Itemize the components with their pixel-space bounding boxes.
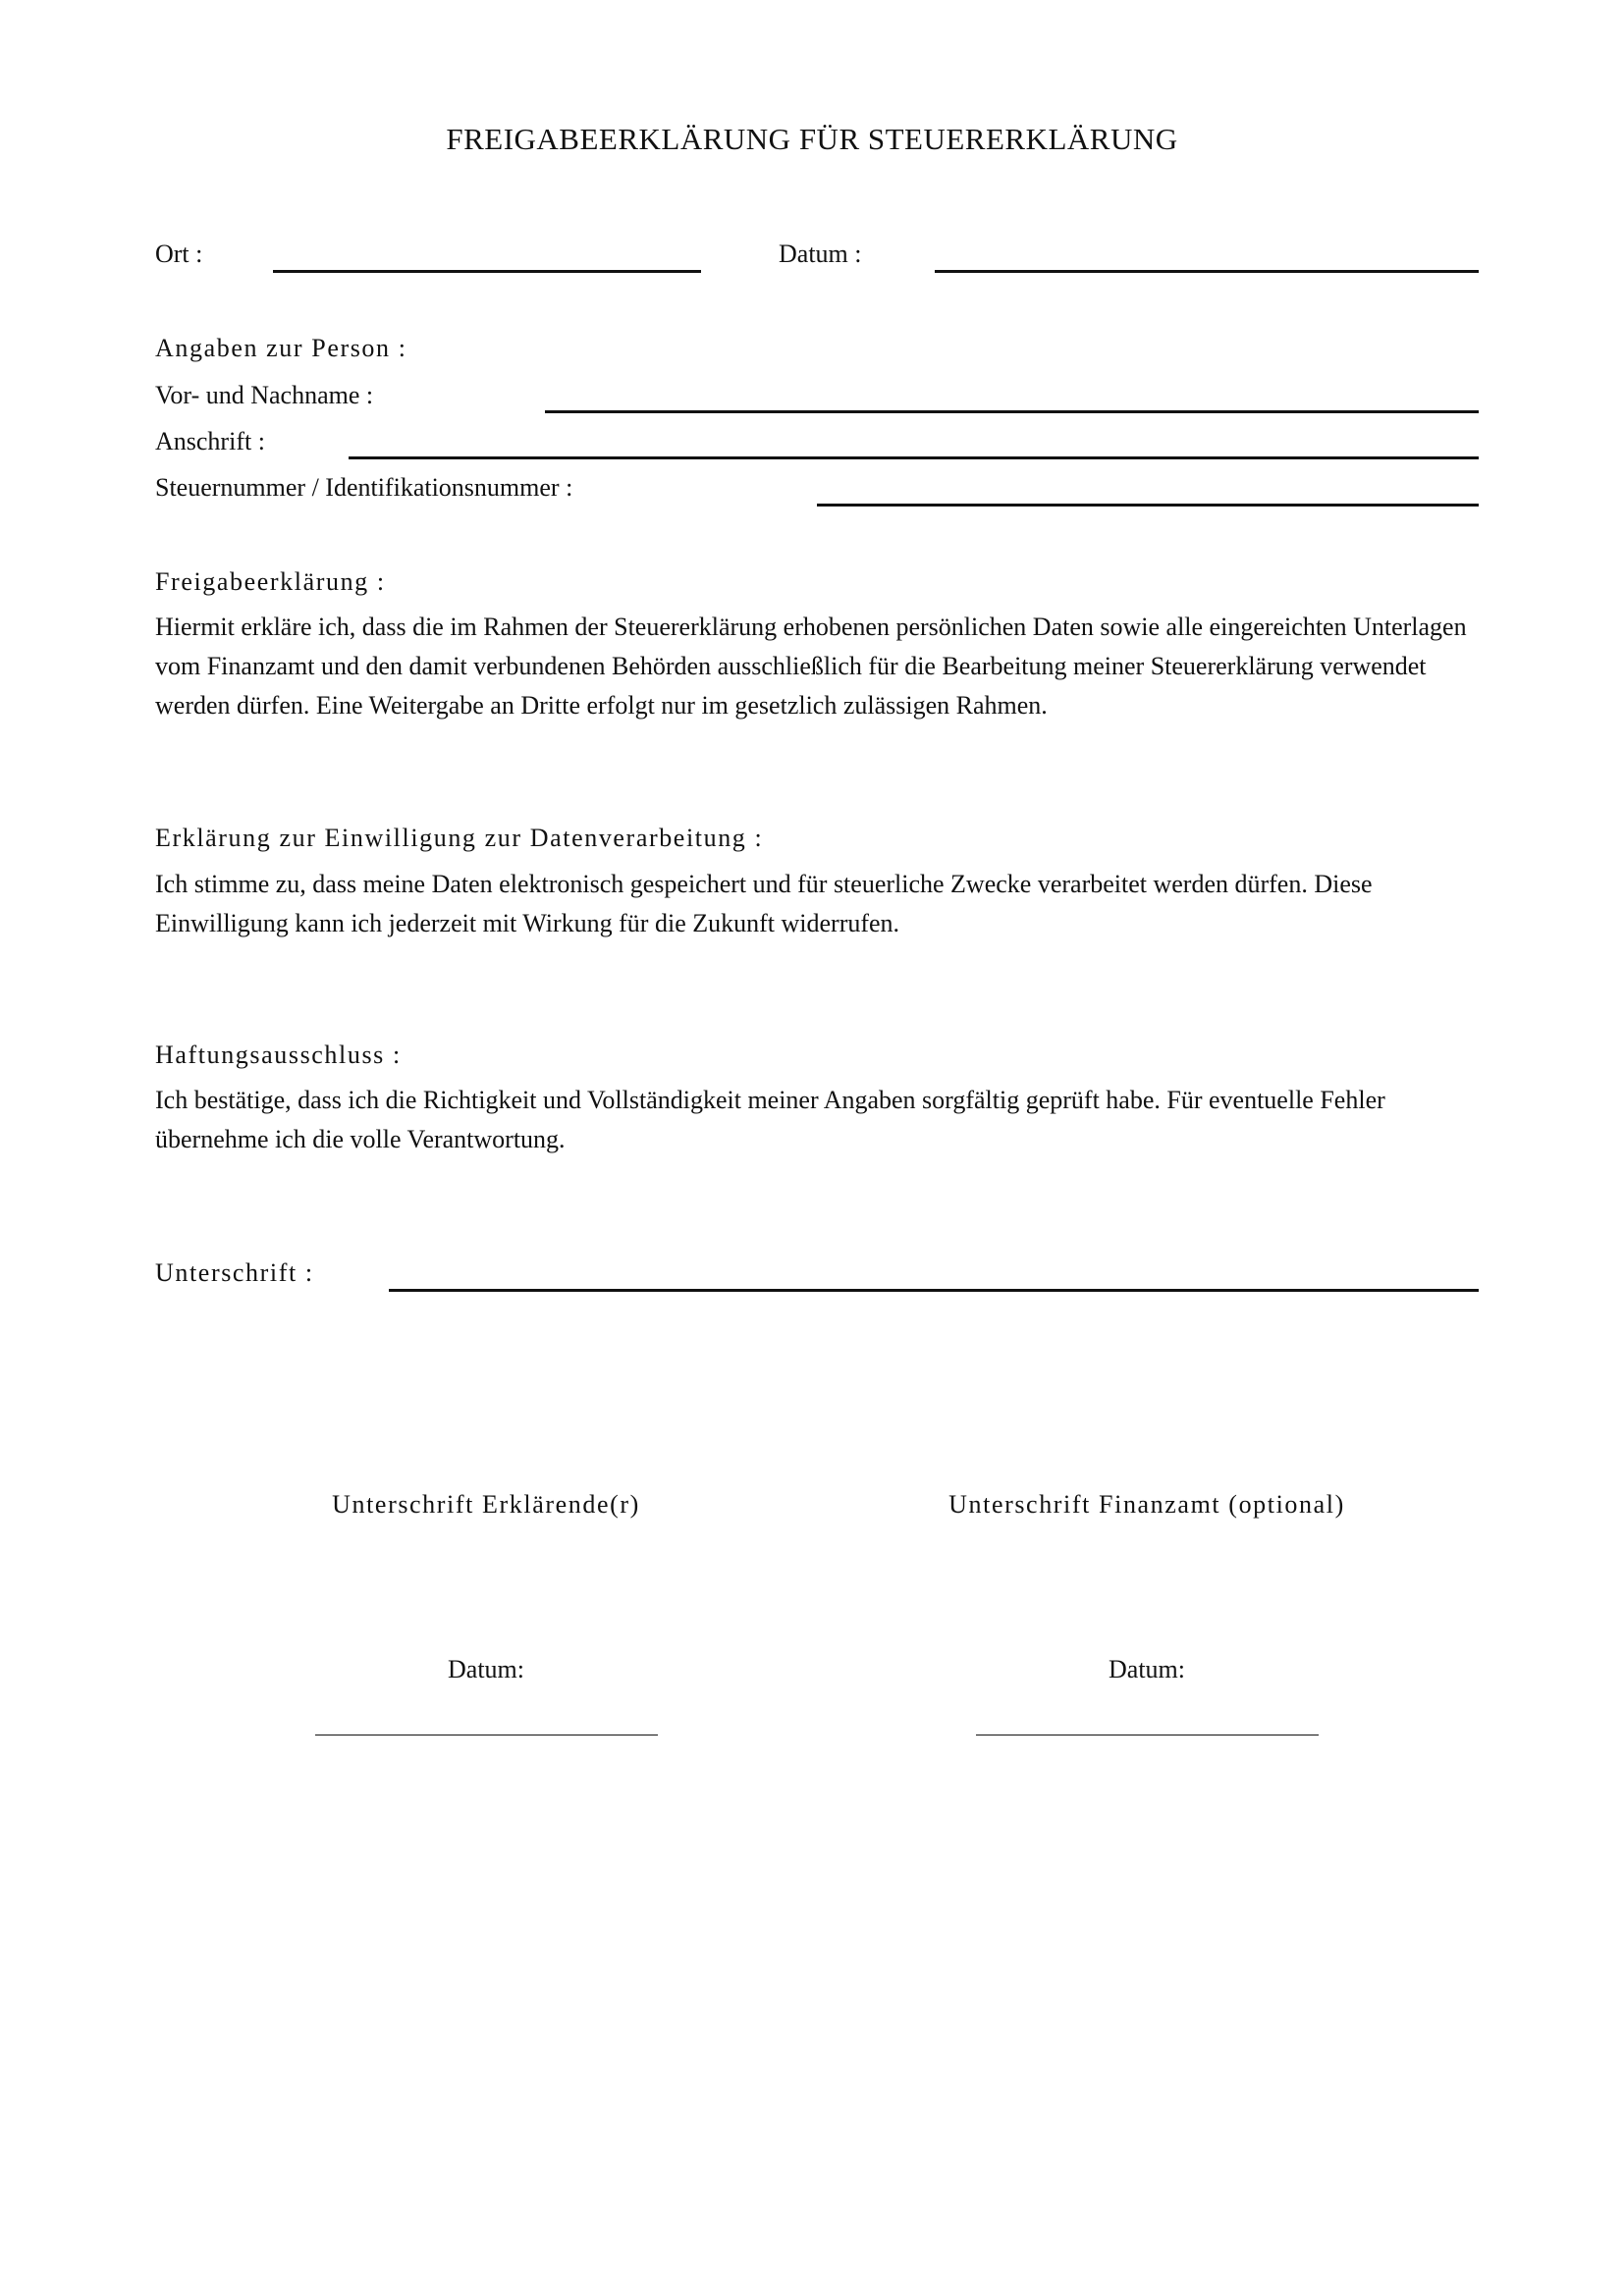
name-field[interactable]	[545, 410, 1479, 413]
right-date-label: Datum:	[1109, 1655, 1185, 1683]
consent-text: Ich stimme zu, dass meine Daten elektronisch gespeichert und für steuerliche Zwecke verarbeitet werden dürfen. Diese Einwilligung kann ich jederzeit mit Wirkung für die Zukunft widerrufen.	[155, 870, 1373, 937]
left-signature-label: Unterschrift Erklärende(r)	[332, 1490, 640, 1519]
release-heading: Freigabeerklärung :	[155, 567, 386, 596]
ort-field[interactable]	[273, 270, 701, 273]
signature-field[interactable]	[389, 1289, 1479, 1292]
page-title: FREIGABEERKLÄRUNG FÜR STEUERERKLÄRUNG	[446, 122, 1178, 156]
release-text: Hiermit erkläre ich, dass die im Rahmen der Steuererklärung erhobenen persönlichen Daten sowie alle eingereichten Unterlagen vom Finanzamt und den damit verbundenen Behörden ausschließlich für die Bearbeitung meiner Steuererklärung verwendet werden dürfen. Eine Weitergabe an Dritte erfolgt nur im gesetzlich zulässigen Rahmen.	[155, 613, 1467, 720]
datum-field[interactable]	[935, 270, 1479, 273]
ort-label: Ort :	[155, 240, 203, 268]
signature-label: Unterschrift :	[155, 1258, 314, 1287]
left-date-label: Datum:	[448, 1655, 524, 1683]
consent-heading: Erklärung zur Einwilligung zur Datenverarbeitung :	[155, 824, 764, 852]
address-field[interactable]	[349, 456, 1479, 459]
right-signature-label: Unterschrift Finanzamt (optional)	[948, 1490, 1345, 1519]
name-label: Vor- und Nachname :	[155, 381, 374, 409]
taxid-field[interactable]	[817, 504, 1479, 507]
liability-text: Ich bestätige, dass ich die Richtigkeit und Vollständigkeit meiner Angaben sorgfältig geprüft habe. Für eventuelle Fehler übernehme ich die volle Verantwortung.	[155, 1086, 1385, 1153]
datum-label: Datum :	[779, 240, 862, 268]
liability-heading: Haftungsausschluss :	[155, 1041, 402, 1069]
person-heading: Angaben zur Person :	[155, 334, 407, 362]
address-label: Anschrift :	[155, 427, 265, 455]
taxid-label: Steuernummer / Identifikationsnummer :	[155, 473, 573, 502]
